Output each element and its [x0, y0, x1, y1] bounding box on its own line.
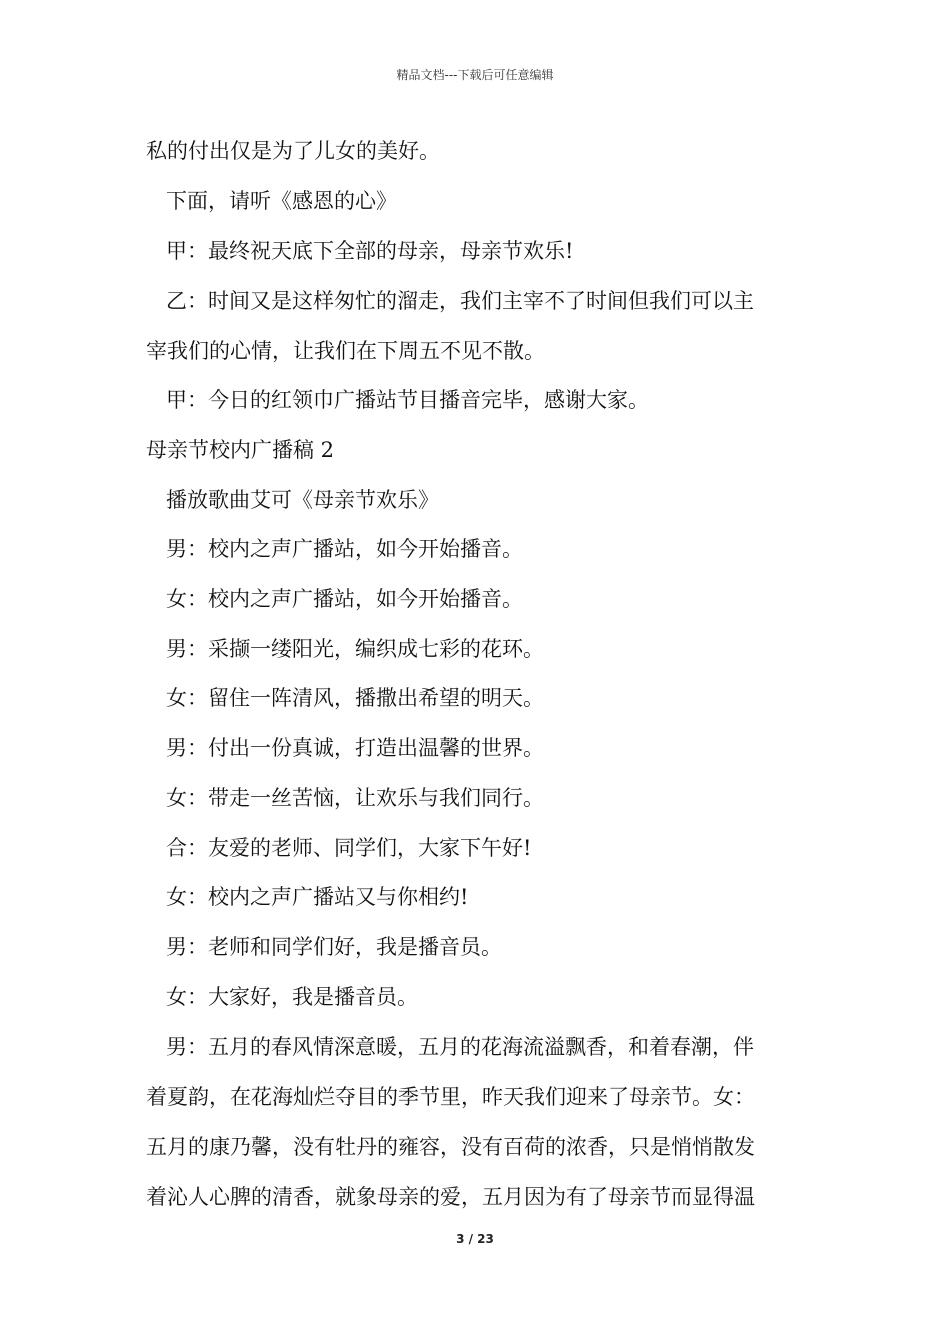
text-line: 着沁人心脾的清香，就象母亲的爱，五月因为有了母亲节而显得温: [146, 1185, 755, 1209]
section-heading: 母亲节校内广播稿 2: [146, 438, 335, 462]
page-header: 精品文档---下载后可任意编辑: [396, 68, 554, 82]
text-line: 男：老师和同学们好，我是播音员。: [166, 935, 502, 959]
text-line: 私的付出仅是为了儿女的美好。: [146, 139, 440, 163]
text-line: 甲：最终祝天底下全部的母亲，母亲节欢乐!: [166, 239, 574, 263]
text-line: 播放歌曲艾可《母亲节欢乐》: [166, 488, 439, 512]
text-line: 男：付出一份真诚，打造出温馨的世界。: [166, 736, 544, 760]
text-line: 甲：今日的红领巾广播站节目播音完毕，感谢大家。: [166, 388, 649, 412]
text-line: 女：带走一丝苦恼，让欢乐与我们同行。: [166, 786, 544, 810]
text-line: 乙：时间又是这样匆忙的溜走，我们主宰不了时间但我们可以主: [166, 289, 754, 313]
text-line: 合：友爱的老师、同学们，大家下午好!: [166, 836, 532, 860]
text-line: 女：大家好，我是播音员。: [166, 985, 418, 1009]
text-line: 男：校内之声广播站，如今开始播音。: [166, 537, 523, 561]
text-line: 女：校内之声广播站又与你相约!: [166, 885, 469, 909]
text-line: 男：五月的春风情深意暖，五月的花海流溢飘香，和着春潮，伴: [166, 1035, 754, 1059]
text-line: 宰我们的心情，让我们在下周五不见不散。: [146, 339, 545, 363]
text-line: 下面，请听《感恩的心》: [166, 189, 397, 213]
text-line: 五月的康乃馨，没有牡丹的雍容，没有百荷的浓香，只是悄悄散发: [146, 1135, 755, 1159]
text-line: 着夏韵，在花海灿烂夺目的季节里，昨天我们迎来了母亲节。女：: [146, 1085, 755, 1109]
page-number: 3 / 23: [456, 1232, 494, 1246]
text-line: 女：校内之声广播站，如今开始播音。: [166, 587, 523, 611]
text-line: 男：采撷一缕阳光，编织成七彩的花环。: [166, 637, 544, 661]
text-line: 女：留住一阵清风，播撒出希望的明天。: [166, 686, 544, 710]
